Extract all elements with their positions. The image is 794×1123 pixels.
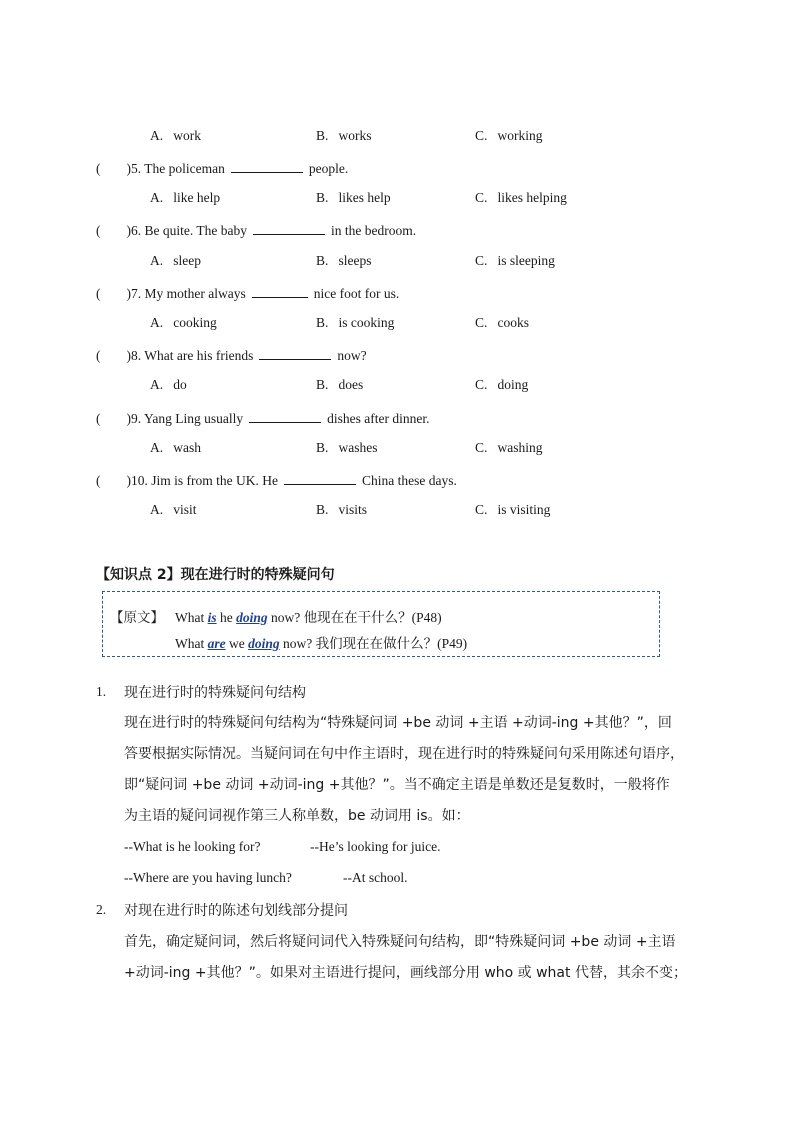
question-text: nice foot for us. — [313, 286, 400, 301]
point-2-para-line: +动词-ing +其他？”。如果对主语进行提问，画线部分用 who 或 what 代替，其余不变； — [124, 965, 687, 981]
question-text: What are his friends — [144, 348, 254, 363]
question-number: )8. — [126, 348, 142, 363]
q5-option-a: A. like help — [150, 190, 221, 205]
point-2-para-line: 首先，确定疑问词，然后将疑问词代入特殊疑问句结构，即“特殊疑问词 +be 动词 +主语 — [124, 934, 676, 950]
question-text: now? — [337, 348, 367, 363]
keyword-doing: doing — [248, 636, 280, 651]
paren-open: ( — [96, 473, 101, 488]
keyword-is: is — [207, 610, 217, 625]
section-title: 【知识点 2】现在进行时的特殊疑问句 — [96, 567, 335, 583]
q8-option-a: A. do — [150, 377, 187, 392]
q6-option-a: A. sleep — [150, 253, 201, 268]
example-1-answer: --He’s looking for juice. — [310, 839, 441, 854]
answer-blank[interactable] — [253, 221, 325, 235]
option-letter: B. — [316, 128, 329, 143]
option-letter: A. — [150, 128, 164, 143]
question-text: people. — [308, 161, 349, 176]
question-number: )6. — [126, 223, 142, 238]
q7-option-a: A. cooking — [150, 315, 217, 330]
question-8 — [96, 346, 367, 364]
q7-option-c: C. cooks — [475, 315, 530, 330]
q7-option-b: B. is cooking — [316, 315, 395, 330]
q10-option-b: B. visits — [316, 502, 368, 517]
original-line-2: What are we doing now? 我们现在在做什么？(P49) — [175, 636, 468, 651]
point-1-para-line: 答要根据实际情况。当疑问词在句中作主语时，现在进行时的特殊疑问句采用陈述句语序， — [124, 746, 684, 762]
question-number: )5. — [126, 161, 142, 176]
original-label: 【原文】 — [110, 610, 164, 626]
q9-option-c: C. washing — [475, 440, 543, 455]
paren-open: ( — [96, 223, 101, 238]
question-text: in the bedroom. — [330, 223, 417, 238]
q9-option-a: A. wash — [150, 440, 201, 455]
question-5 — [96, 159, 348, 177]
question-number: )9. — [126, 411, 142, 426]
q6-option-b: B. sleeps — [316, 253, 372, 268]
question-text: The policeman — [144, 161, 225, 176]
paren-open: ( — [96, 411, 101, 426]
q10-option-a: A. visit — [150, 502, 197, 517]
original-line-1: What is he doing now? 他现在在干什么？(P48) — [175, 610, 442, 625]
point-1-para-line: 即“疑问词 +be 动词 +动词-ing +其他？”。当不确定主语是单数还是复数时，一般将作 — [124, 777, 670, 793]
example-1-question: --What is he looking for? — [124, 839, 261, 854]
option-letter: C. — [475, 128, 488, 143]
keyword-are: are — [207, 636, 226, 651]
question-text: China these days. — [361, 473, 457, 488]
answer-blank[interactable] — [284, 471, 356, 485]
q9-option-b: B. washes — [316, 440, 378, 455]
question-6 — [96, 221, 416, 239]
question-number: )10. — [126, 473, 148, 488]
point-2-heading: 对现在进行时的陈述句划线部分提问 — [124, 903, 348, 919]
q10-option-c: C. is visiting — [475, 502, 551, 517]
point-1-heading: 现在进行时的特殊疑问句结构 — [124, 685, 306, 701]
question-text: dishes after dinner. — [327, 411, 430, 426]
point-1-para-line: 现在进行时的特殊疑问句结构为“特殊疑问词 +be 动词 +主语 +动词-ing +其他？”，回 — [124, 715, 672, 731]
q6-option-c: C. is sleeping — [475, 253, 555, 268]
question-9 — [96, 409, 430, 427]
point-2-number: 2. — [96, 902, 107, 917]
q5-option-b: B. likes help — [316, 190, 391, 205]
q4-option-b — [316, 128, 372, 144]
answer-blank[interactable] — [231, 159, 303, 173]
option-text: work — [173, 128, 201, 143]
option-text: works — [338, 128, 372, 143]
question-text: Jim is from the UK. He — [151, 473, 278, 488]
question-number: )7. — [126, 286, 142, 301]
question-text: Yang Ling usually — [144, 411, 244, 426]
q4-option-c — [475, 128, 543, 144]
question-text: My mother always — [144, 286, 246, 301]
example-2-answer: --At school. — [343, 870, 408, 885]
q8-option-c: C. doing — [475, 377, 529, 392]
answer-blank[interactable] — [259, 346, 331, 360]
point-1-number: 1. — [96, 684, 107, 699]
q8-option-b: B. does — [316, 377, 364, 392]
point-1-para-line: 为主语的疑问词视作第三人称单数，be 动词用 is。如： — [124, 808, 470, 824]
paren-open: ( — [96, 286, 101, 301]
question-text: Be quite. The baby — [144, 223, 247, 238]
keyword-doing: doing — [236, 610, 268, 625]
question-10 — [96, 471, 457, 489]
option-text: working — [497, 128, 543, 143]
answer-blank[interactable] — [252, 284, 308, 298]
paren-open: ( — [96, 348, 101, 363]
paren-open: ( — [96, 161, 101, 176]
example-2-question: --Where are you having lunch? — [124, 870, 292, 885]
q4-option-a — [150, 128, 201, 144]
question-7 — [96, 284, 399, 302]
answer-blank[interactable] — [249, 409, 321, 423]
q5-option-c: C. likes helping — [475, 190, 567, 205]
